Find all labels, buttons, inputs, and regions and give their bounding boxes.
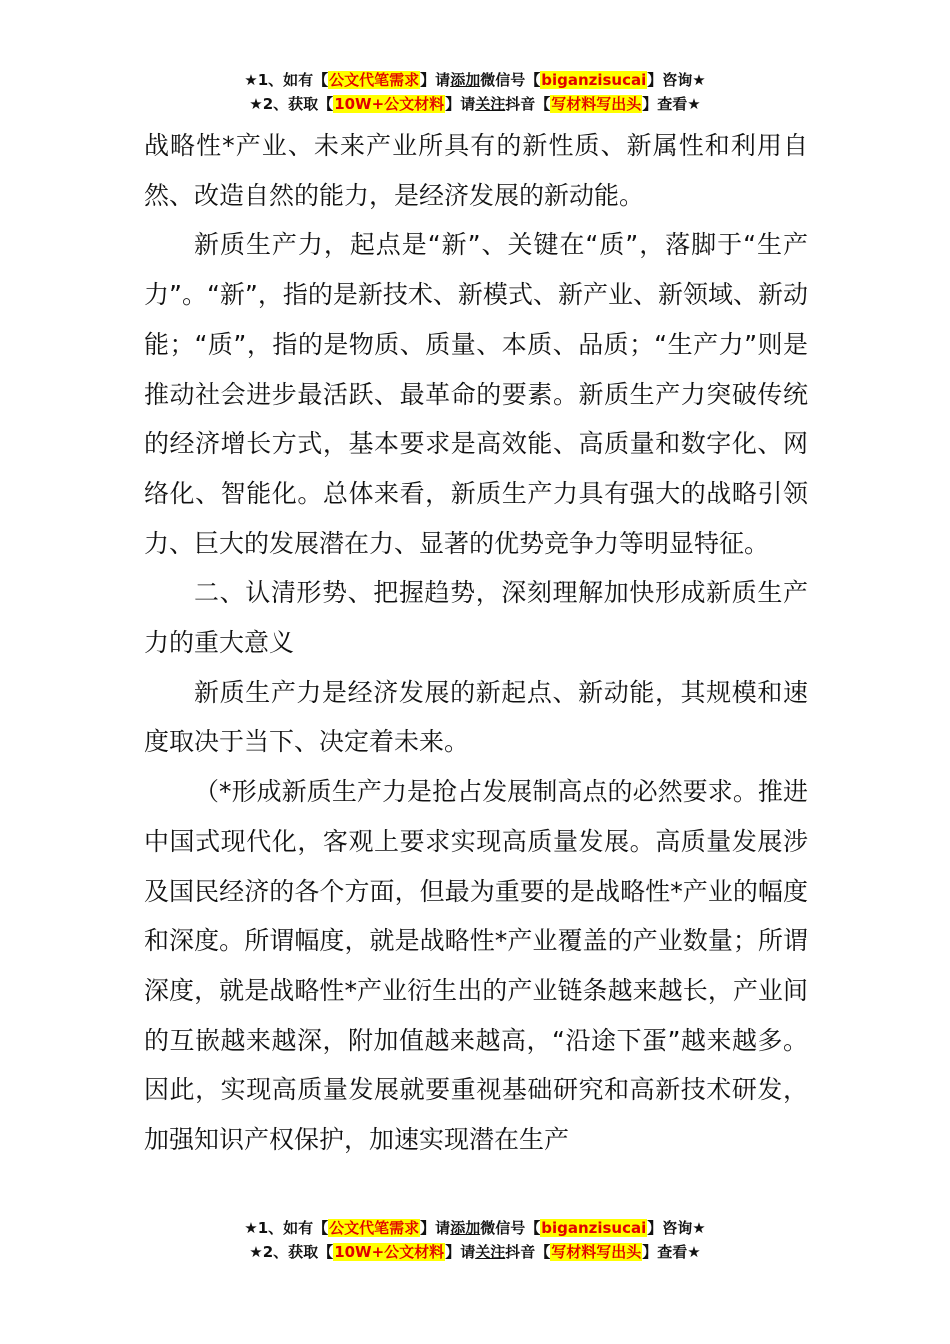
banner-underline: 关注 bbox=[475, 95, 506, 113]
banner-highlight: 写材料写出头 bbox=[551, 1243, 642, 1261]
document-body bbox=[144, 121, 808, 1165]
banner-highlight: biganzisucai bbox=[541, 1219, 647, 1237]
banner-highlight: 写材料写出头 bbox=[551, 95, 642, 113]
banner-text: ★2、获取【 bbox=[249, 1243, 334, 1261]
banner-text: ★2、获取【 bbox=[249, 95, 334, 113]
banner-text: 】请 bbox=[420, 71, 451, 89]
banner-text: 】查看★ bbox=[642, 95, 701, 113]
paragraph-continuation: 战略性*产业、未来产业所具有的新性质、新属性和利用自然、改造自然的能力，是经济发展的新动能。 bbox=[144, 131, 808, 210]
banner-text: 】咨询★ bbox=[647, 1219, 706, 1237]
banner-text: 】请 bbox=[445, 1243, 476, 1261]
banner-text: 】请 bbox=[420, 1219, 451, 1237]
banner-text: 抖音【 bbox=[505, 95, 551, 113]
paragraph: （*形成新质生产力是抢占发展制高点的必然要求。推进中国式现代化，客观上要求实现高质量发展。高质量发展涉及国民经济的各个方面，但最为重要的是战略性*产业的幅度和深度。所谓幅度，就是战略性*产业覆盖的产业数量；所谓深度，就是战略性*产业衍生出的产业链条越来越长，产业间的互嵌越来越深，附加值越来越高，“沿途下蛋”越来越多。因此，实现高质量发展就要重视基础研究和高新技术研发，加强知识产权保护，加速实现潜在生产 bbox=[144, 777, 808, 1155]
banner-highlight: 10W+公文材料 bbox=[334, 1243, 445, 1261]
banner-line-1 bbox=[0, 68, 950, 92]
banner-text: 】查看★ bbox=[642, 1243, 701, 1261]
footer-banner bbox=[0, 1216, 950, 1264]
header-banner bbox=[0, 68, 950, 116]
banner-text: ★1、如有【 bbox=[244, 71, 329, 89]
paragraph: 新质生产力，起点是“新”、关键在“质”，落脚于“生产力”。“新”，指的是新技术、新模式、新产业、新领域、新动能；“质”，指的是物质、质量、本质、品质；“生产力”则是推动社会进步最活跃、最革命的要素。新质生产力突破传统的经济增长方式，基本要求是高效能、高质量和数字化、网络化、智能化。总体来看，新质生产力具有强大的战略引领力、巨大的发展潜在力、显著的优势竞争力等明显特征。 bbox=[144, 230, 808, 558]
banner-underline: 添加 bbox=[450, 71, 481, 89]
banner-text: 】请 bbox=[445, 95, 476, 113]
banner-highlight: biganzisucai bbox=[541, 71, 647, 89]
banner-text: ★1、如有【 bbox=[244, 1219, 329, 1237]
banner-text: 微信号【 bbox=[480, 71, 541, 89]
banner-text: 抖音【 bbox=[505, 1243, 551, 1261]
section-heading: 二、认清形势、把握趋势，深刻理解加快形成新质生产力的重大意义 bbox=[144, 578, 808, 658]
banner-text: 微信号【 bbox=[480, 1219, 541, 1237]
banner-line-2 bbox=[0, 1240, 950, 1264]
banner-text: 】咨询★ bbox=[647, 71, 706, 89]
paragraph: 新质生产力是经济发展的新起点、新动能，其规模和速度取决于当下、决定着未来。 bbox=[144, 677, 808, 757]
banner-underline: 关注 bbox=[475, 1243, 506, 1261]
banner-highlight: 公文代笔需求 bbox=[329, 1219, 420, 1237]
banner-underline: 添加 bbox=[450, 1219, 481, 1237]
banner-line-1 bbox=[0, 1216, 950, 1240]
banner-highlight: 10W+公文材料 bbox=[334, 95, 445, 113]
banner-highlight: 公文代笔需求 bbox=[329, 71, 420, 89]
banner-line-2 bbox=[0, 92, 950, 116]
